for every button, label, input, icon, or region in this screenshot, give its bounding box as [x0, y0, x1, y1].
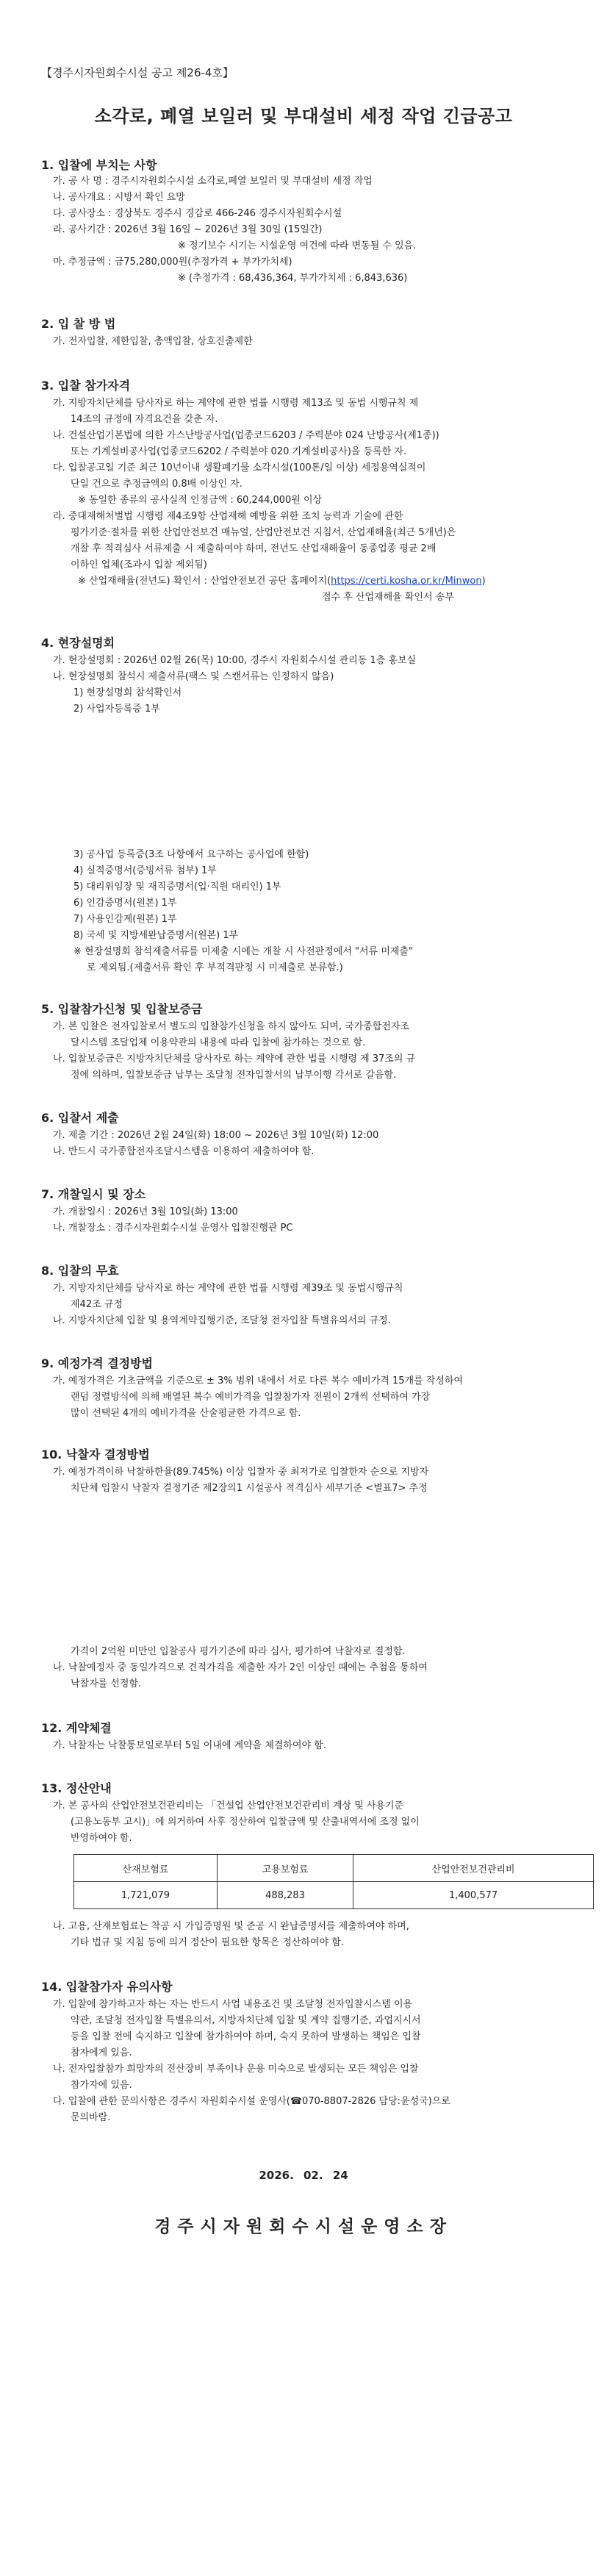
section-3-line: 라. 중대재해처벌법 시행령 제4조9항 산업재해 예방을 위한 조치 능력과 기술에 관한 — [53, 511, 403, 522]
section-10-line: 낙찰자를 선정함. — [71, 1678, 142, 1689]
section-3-line: 가. 지방자치단체를 당사자로 하는 계약에 관한 법률 시행령 제13조 및 동법 시행규칙 제 — [53, 398, 419, 409]
section-14-line: 다. 입찰에 관한 문의사항은 경주시 자원회수시설 운영사(☎070-8807-2826 담당:윤성국)으로 — [53, 2096, 450, 2107]
section-4-line: 6) 인감증명서(원본) 1부 — [73, 898, 177, 909]
table-cell: 1,721,079 — [74, 1882, 218, 1909]
section-7-line: 나. 개찰장소 : 경주시자원회수시설 운영사 입찰진행관 PC — [53, 1223, 293, 1234]
page-title: 소각로, 폐열 보일러 및 부대설비 세정 작업 긴급공고 — [94, 106, 513, 126]
section-1-line: 나. 공사개요 : 시방서 확인 요망 — [53, 192, 185, 203]
section-14-line: 참자에게 있음. — [71, 2047, 132, 2058]
section-9-line: 가. 예정가격은 기초금액을 기준으로 ± 3% 범위 내에서 서로 다른 복수 예비가격 15개를 작성하여 — [53, 1375, 463, 1387]
section-4-line: 7) 사용인감계(원본) 1부 — [73, 914, 177, 925]
section-13-line: (고용노동부 고시)」에 의거하여 사후 정산하여 입찰금액 및 산출내역서에 조정 없이 — [71, 1817, 420, 1828]
section-3-line: ※ 동일한 종류의 공사실적 인정금액 : 60,244,000원 이상 — [78, 495, 323, 506]
section-3-line: 접수 후 산업재해율 확인서 송부 — [322, 592, 454, 603]
section-1-line: 마. 추정금액 : 금75,280,000원(추정가격 + 부가가치세) — [53, 257, 292, 268]
section-14-line: 문의바람. — [71, 2112, 111, 2123]
section-14-line: 가. 입찰에 참가하고자 하는 자는 반드시 사업 내용조건 및 조달청 전자입찰시스템 이용 — [53, 1999, 413, 2010]
section-3-line: 또는 기계설비공사업(업종코드6202 / 주력분야 020 기계설비공사)을 등록한 자. — [71, 446, 407, 457]
section-4-line: 1) 현장설명회 참석확인서 — [73, 687, 182, 698]
kosha-link[interactable]: https://certi.kosha.or.kr/Minwon — [331, 576, 482, 587]
section-heading-14: 14. 입찰참가자 유의사항 — [41, 1980, 173, 1994]
section-10-line: 가격이 2억원 미만인 입찰공사 평가기준에 따라 심사, 평가하여 낙찰자로 결정함. — [71, 1646, 406, 1657]
section-4-line: 3) 공사업 등록증(3조 나항에서 요구하는 공사업에 한함) — [73, 849, 309, 860]
section-8-line: 가. 지방자치단체를 당사자로 하는 계약에 관한 법률 시행령 제39조 및 동법시행규칙 — [53, 1283, 403, 1294]
section-heading-10: 10. 낙찰자 결정방법 — [41, 1448, 150, 1461]
section-heading-6: 6. 입찰서 제출 — [41, 1111, 119, 1125]
section-1-line: 라. 공사기간 : 2026년 3월 16일 ~ 2026년 3월 30일 (15일간) — [53, 224, 323, 235]
section-heading-5: 5. 입찰참가신청 및 입찰보증금 — [41, 1002, 203, 1016]
section-3-line: 이하인 업체(조과시 입찰 제외됨) — [71, 559, 207, 570]
section-10-line: 가. 예정가격이하 낙찰하한율(89.745%) 이상 입찰자 중 최저가로 입찰한자 순으로 지방자 — [53, 1467, 429, 1478]
section-heading-13: 13. 정산안내 — [41, 1781, 112, 1795]
section-14-line: 등을 입찰 전에 숙지하고 입찰에 참가하여야 하며, 숙지 못하여 발생하는 책임은 입찰 — [71, 2031, 421, 2042]
section-10-line: 치단체 입찰시 낙찰자 결정기준 제2장의1 시설공사 적격심사 세부기준 <별표7> 추정 — [71, 1483, 428, 1494]
table-header-cell: 산업안전보건관리비 — [353, 1855, 594, 1882]
section-3-line: 나. 건설산업기본법에 의한 가스난방공사업(업종코드6203 / 주력분야 024 난방공사(제1종)) — [53, 430, 439, 441]
section-3-line: 개찰 후 적격심사 서류제출 시 제출하여야 하며, 전년도 산업재해율이 동종업종 평균 2배 — [71, 543, 437, 554]
section-1-line: 가. 공 사 명 : 경주시자원회수시설 소각로,폐열 보일러 및 부대설비 세정 작업 — [53, 176, 373, 187]
section-9-line: 랜덤 정렬방식에 의해 배열된 복수 예비가격을 입찰참가자 전원이 2개씩 선택하여 가장 — [71, 1392, 431, 1403]
section-heading-8: 8. 입찰의 무효 — [41, 1264, 119, 1278]
section-6-line: 나. 반드시 국가종합전자조달시스템을 이용하여 제출하여야 함. — [53, 1146, 315, 1157]
section-heading-3: 3. 입찰 참가자격 — [41, 379, 131, 393]
section-13-line: 나. 고용, 산재보험료는 착공 시 가입증명원 및 준공 시 완납증명서를 제출하여야 하며, — [53, 1921, 409, 1932]
section-8-line: 제42조 규정 — [71, 1299, 123, 1310]
section-3-line: 다. 입찰공고일 기준 최근 10년이내 생활폐기물 소각시설(100톤/일 이상) 세정용역실적이 — [53, 462, 426, 473]
table-cell: 488,283 — [217, 1882, 353, 1909]
fee-table — [73, 1854, 594, 1909]
section-4-line: ※ 현장설명회 참석제출서류를 미제출 시에는 개찰 시 사전판정에서 "서류 미제출" — [73, 946, 413, 957]
section-4-line: 5) 대리위임장 및 재직증명서(입·직원 대리인) 1부 — [73, 881, 281, 892]
section-8-line: 나. 지방자치단체 입찰 및 용역계약집행기준, 조달청 전자입찰 특별유의서의 규정. — [53, 1315, 391, 1326]
section-4-line: 가. 현장설명회 : 2026년 02월 26(목) 10:00, 경주시 자원회수시설 관리동 1층 홍보실 — [53, 655, 417, 666]
notice-number: 【경주시자원회수시설 공고 제26-4호】 — [41, 66, 234, 79]
section-heading-1: 1. 입찰에 부치는 사항 — [41, 158, 157, 172]
section-1-line: 다. 공사장소 : 경상북도 경주시 경감로 466-246 경주시자원회수시설 — [53, 208, 342, 219]
section-4-line: 8) 국세 및 지방세완납증명서(원본) 1부 — [73, 930, 239, 941]
section-12-line: 가. 낙찰자는 낙찰통보일로부터 5일 이내에 계약을 체결하여야 함. — [53, 1740, 326, 1751]
section-4-line: 2) 사업자등록증 1부 — [73, 704, 160, 715]
section-13-line: 가. 본 공사의 산업안전보건관리비는 「건설업 산업안전보건관리비 계상 및 사용기준 — [53, 1800, 404, 1811]
section-1-line: ※ (추정가격 : 68,436,364, 부가가치세 : 6,843,636) — [178, 273, 408, 284]
section-4-line: 로 제외됨.(제출서류 확인 후 부적격판정 시 미제출로 분류함.) — [87, 962, 343, 973]
section-5-line: 가. 본 입찰은 전자입찰로서 별도의 입찰참가신청을 하지 않아도 되며, 국가종합전자조 — [53, 1021, 409, 1032]
issuing-organization: 경주시자원회수시설운영소장 — [154, 2217, 453, 2236]
section-5-line: 정에 의하며, 입찰보증금 납부는 조달청 전자입찰서의 납부이행 각서로 갈음함. — [71, 1070, 397, 1081]
section-14-line: 약관, 조달청 전자입찰 특별유의서, 지방자치단체 입찰 및 계약 집행기준, 과업지시서 — [71, 2015, 421, 2026]
section-7-line: 가. 개찰일시 : 2026년 3월 10일(화) 13:00 — [53, 1206, 238, 1217]
section-2-line: 가. 전자입찰, 제한입찰, 총액입찰, 상호진출제한 — [53, 336, 253, 347]
kosha-note-text: ※ 산업재해율(전년도) 확인서 : 산업안전보건 공단 홈페이지( — [78, 576, 331, 587]
section-5-line: 달시스템 조달업체 이용약관의 내용에 따라 입찰에 참가하는 것으로 함. — [71, 1037, 366, 1048]
table-header-cell: 산재보험료 — [74, 1855, 218, 1882]
section-3-line: 14조의 규정에 자격요건을 갖춘 자. — [71, 414, 218, 425]
section-heading-9: 9. 예정가격 결정방법 — [41, 1356, 153, 1370]
section-10-line: 나. 낙찰예정자 중 동일가격으로 견적가격을 제출한 자가 2인 이상인 때에는 추첨을 통하여 — [53, 1662, 428, 1673]
section-13-line: 반영하여야 함. — [71, 1833, 132, 1844]
section-3-line: 단일 건으로 추정금액의 0.8배 이상인 자. — [71, 479, 243, 490]
kosha-note-close: ) — [481, 576, 486, 587]
section-1-line: ※ 정기보수 시기는 시설운영 여건에 따라 변동될 수 있음. — [178, 240, 417, 251]
notice-date: 2026. 02. 24 — [259, 2169, 348, 2182]
section-4-line: 4) 실적증명서(증빙서류 첨부) 1부 — [73, 865, 217, 876]
table-row — [74, 1855, 594, 1882]
section-heading-2: 2. 입 찰 방 법 — [41, 317, 116, 331]
section-3-line — [78, 575, 486, 588]
section-5-line: 나. 입찰보증금은 지방자치단체를 당사자로 하는 계약에 관한 법률 시행령 제 37조의 규 — [53, 1053, 416, 1065]
section-9-line: 많이 선택된 4개의 예비가격을 산술평균한 가격으로 함. — [71, 1408, 301, 1419]
table-row — [74, 1882, 594, 1909]
section-4-line: 나. 현장설명회 참석시 제출서류(팩스 및 스캔서류는 인정하지 않음) — [53, 671, 334, 682]
section-3-line: 평가기준·절차를 위한 산업안전보건 매뉴얼, 산업안전보건 지침서, 산업재해율(최근 5개년)은 — [71, 527, 456, 538]
section-14-line: 나. 전자입찰참가 희망자의 전산장비 부족이나 운용 미숙으로 발생되는 모든 책임은 입찰 — [53, 2064, 419, 2075]
table-cell: 1,400,577 — [353, 1882, 594, 1909]
section-heading-7: 7. 개찰일시 및 장소 — [41, 1187, 146, 1201]
section-6-line: 가. 제출 기간 : 2026년 2월 24일(화) 18:00 ~ 2026년 3월 10일(화) 12:00 — [53, 1130, 379, 1141]
section-14-line: 참가자에 있음. — [71, 2080, 132, 2091]
section-13-line: 기타 법규 및 지침 등에 의거 정산이 필요한 항목은 정산하여야 함. — [71, 1937, 344, 1948]
table-header-cell: 고용보험료 — [217, 1855, 353, 1882]
section-heading-12: 12. 계약체결 — [41, 1721, 112, 1735]
section-heading-4: 4. 현장설명회 — [41, 636, 115, 650]
